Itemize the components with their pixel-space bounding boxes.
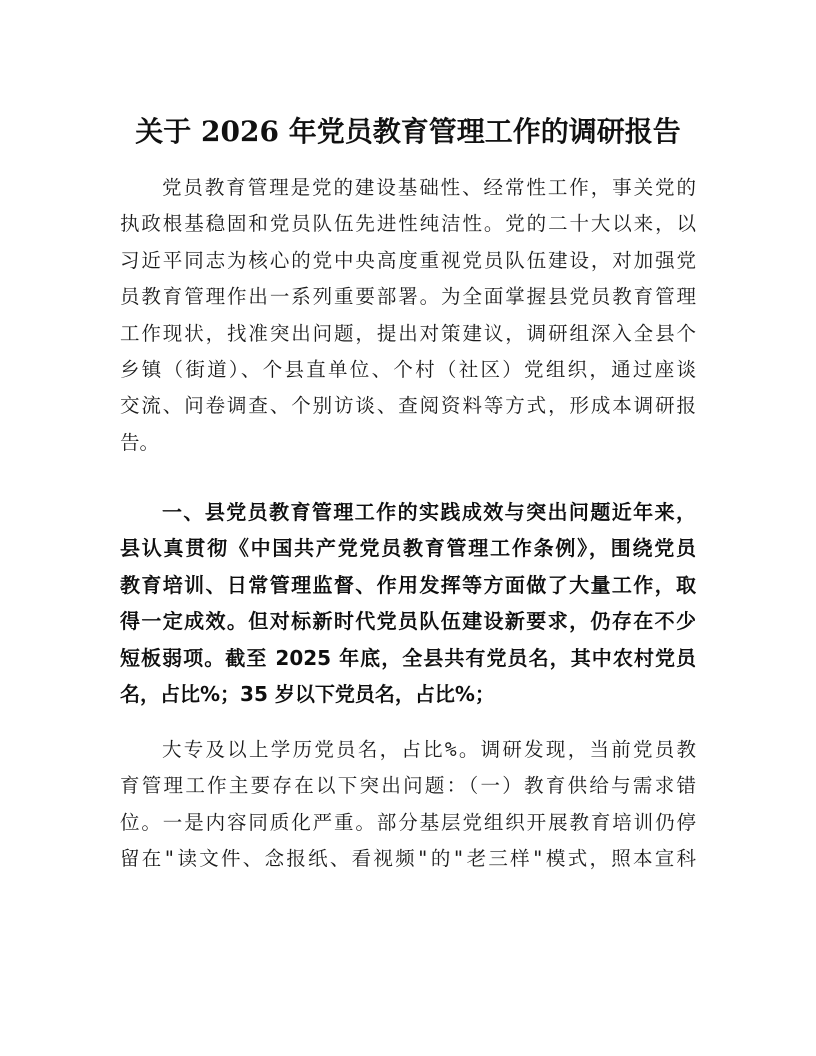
section-one-line-6: 名，占比%；35 岁以下党员名，占比%； xyxy=(120,681,495,706)
report-title: 关于 2026 年党员教育管理工作的调研报告 xyxy=(135,115,681,148)
continuation-paragraph xyxy=(120,732,696,878)
section-one-line-3: 教育培训、日常管理监督、作用发挥等方面做了大量工作，取 xyxy=(120,572,696,597)
section-one-line-4: 得一定成效。但对标新时代党员队伍建设新要求，仍存在不少 xyxy=(120,609,696,634)
section-one-line-2: 县认真贯彻《中国共产党党员教育管理工作条例》，围绕党员 xyxy=(120,536,696,561)
continuation-line-2: 育管理工作主要存在以下突出问题：（一）教育供给与需求错 xyxy=(120,774,696,798)
intro-line-5: 工作现状，找准突出问题，提出对策建议，调研组深入全县个 xyxy=(120,321,696,345)
intro-line-8: 告。 xyxy=(120,430,160,454)
continuation-line-4: 留在"读文件、念报纸、看视频"的"老三样"模式，照本宣科 xyxy=(120,847,696,871)
intro-line-4: 员教育管理作出一系列重要部署。为全面掌握县党员教育管理 xyxy=(120,285,696,309)
intro-line-3: 习近平同志为核心的党中央高度重视党员队伍建设，对加强党 xyxy=(120,248,696,272)
intro-line-2: 执政根基稳固和党员队伍先进性纯洁性。党的二十大以来，以 xyxy=(120,212,696,236)
intro-line-6: 乡镇（街道）、个县直单位、个村（社区）党组织，通过座谈 xyxy=(120,357,696,381)
section-one-paragraph xyxy=(120,494,696,712)
intro-paragraph xyxy=(120,170,696,461)
continuation-line-1: 大专及以上学历党员名，占比%。调研发现，当前党员教 xyxy=(162,738,696,761)
section-one-line-5: 短板弱项。截至 2025 年底，全县共有党员名，其中农村党员 xyxy=(120,645,696,670)
intro-line-7: 交流、问卷调查、个别访谈、查阅资料等方式，形成本调研报 xyxy=(120,394,696,418)
section-one-line-1: 一、县党员教育管理工作的实践成效与突出问题近年来， xyxy=(162,500,696,524)
continuation-line-3: 位。一是内容同质化严重。部分基层党组织开展教育培训仍停 xyxy=(120,810,696,834)
intro-line-1: 党员教育管理是党的建设基础性、经常性工作，事关党的 xyxy=(162,176,696,199)
